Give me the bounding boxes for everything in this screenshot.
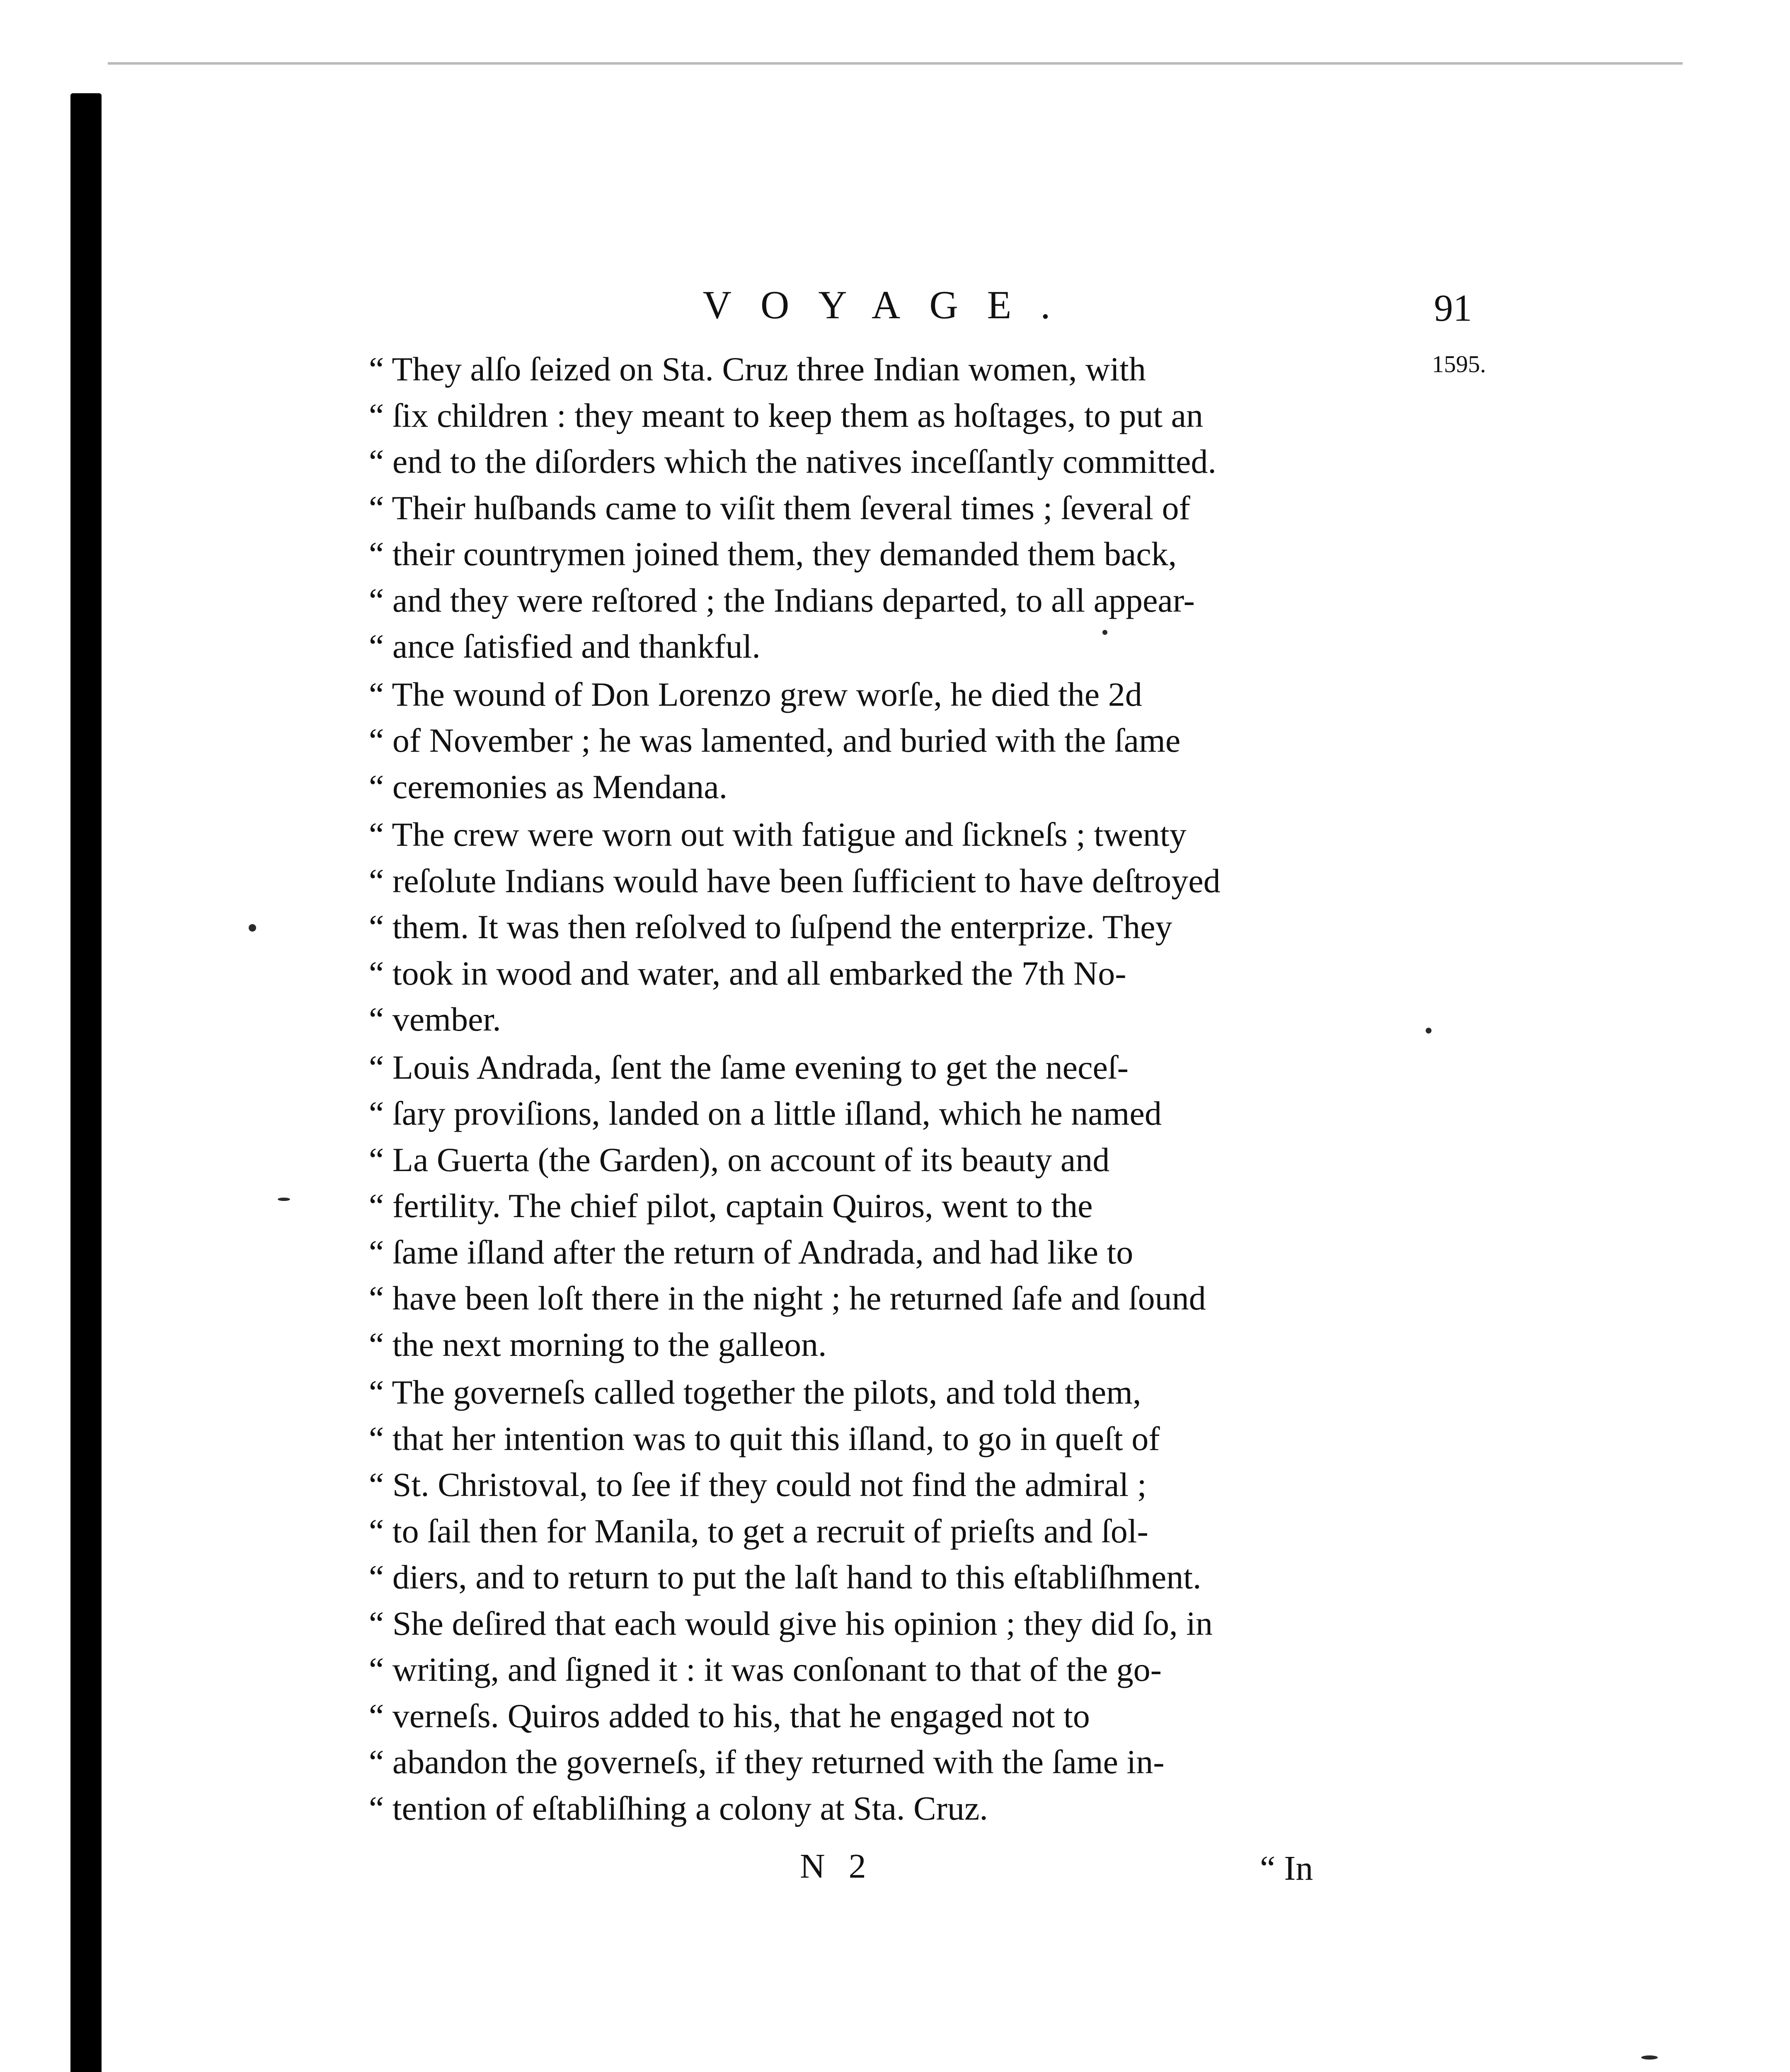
- text-line: “ end to the diſorders which the natives inceſſantly committed.: [369, 443, 1216, 480]
- text-line: “ of November ; he was lamented, and buried with the ſame: [369, 721, 1181, 759]
- printer-signature-mark: N 2: [800, 1847, 874, 1886]
- text-line: “ St. Christoval, to ſee if they could not find the admiral ;: [369, 1466, 1147, 1503]
- top-edge-smudge: [108, 62, 1683, 65]
- text-line: “ the next morning to the galleon.: [369, 1325, 827, 1363]
- text-line: “ Their huſbands came to viſit them ſeveral times ; ſeveral of: [369, 489, 1190, 527]
- margin-year-note: 1595.: [1432, 351, 1486, 378]
- text-line: “ their countrymen joined them, they demanded them back,: [369, 535, 1177, 573]
- text-line: “ them. It was then reſolved to ſuſpend the enterprize. They: [369, 908, 1172, 946]
- text-line: “ They alſo ſeized on Sta. Cruz three Indian women, with: [369, 350, 1146, 388]
- text-line: “ that her intention was to quit this iſland, to go in queſt of: [369, 1419, 1160, 1457]
- text-line: “ ſix children : they meant to keep them as hoſtages, to put an: [369, 396, 1204, 434]
- scan-speck: [249, 924, 256, 932]
- scan-speck: [278, 1198, 290, 1201]
- text-line: “ She deſired that each would give his opinion ; they did ſo, in: [369, 1604, 1213, 1642]
- text-line: “ and they were reſtored ; the Indians departed, to all appear-: [369, 581, 1195, 619]
- scan-speck: [1102, 630, 1107, 635]
- text-line: “ writing, and ſigned it : it was conſonant to that of the go-: [369, 1651, 1162, 1688]
- body-text: [369, 346, 1384, 1831]
- text-line: “ diers, and to return to put the laſt hand to this eſtabliſhment.: [369, 1558, 1201, 1596]
- scan-binding-shadow: [70, 93, 102, 2072]
- text-line: “ fertility. The chief pilot, captain Quiros, went to the: [369, 1187, 1093, 1225]
- running-head-title: VOYAGE.: [702, 283, 1080, 327]
- text-line: “ ſary proviſions, landed on a little iſland, which he named: [369, 1094, 1162, 1132]
- text-line: “ to ſail then for Manila, to get a recruit of prieſts and ſol-: [369, 1512, 1148, 1550]
- text-line: “ ance ſatisfied and thankful.: [369, 627, 761, 665]
- text-line: “ vember.: [369, 1000, 501, 1038]
- catchword: “ In: [1260, 1849, 1313, 1888]
- text-line: “ Louis Andrada, ſent the ſame evening to get the neceſ-: [369, 1048, 1129, 1086]
- page-number: 91: [1434, 287, 1472, 329]
- text-line: “ La Guerta (the Garden), on account of its beauty and: [369, 1140, 1110, 1179]
- scan-speck: [1426, 1028, 1432, 1034]
- text-line: “ ſame iſland after the return of Andrada, and had like to: [369, 1233, 1134, 1271]
- text-line: “ ceremonies as Mendana.: [369, 767, 728, 806]
- text-line: “ have been loſt there in the night ; he returned ſafe and ſound: [369, 1279, 1206, 1317]
- text-line: “ reſolute Indians would have been ſufficient to have deſtroyed: [369, 862, 1221, 900]
- text-line: “ took in wood and water, and all embarked the 7th No-: [369, 954, 1126, 992]
- scan-speck: [1641, 2055, 1658, 2060]
- text-line: “ The wound of Don Lorenzo grew worſe, he died the 2d: [369, 675, 1142, 713]
- text-line: “ verneſs. Quiros added to his, that he engaged not to: [369, 1697, 1090, 1735]
- text-line: “ abandon the governeſs, if they returned with the ſame in-: [369, 1743, 1165, 1781]
- text-line: “ The governeſs called together the pilots, and told them,: [369, 1373, 1141, 1411]
- text-line: “ The crew were worn out with fatigue and ſickneſs ; twenty: [369, 816, 1187, 853]
- text-line: “ tention of eſtabliſhing a colony at Sta. Cruz.: [369, 1789, 988, 1827]
